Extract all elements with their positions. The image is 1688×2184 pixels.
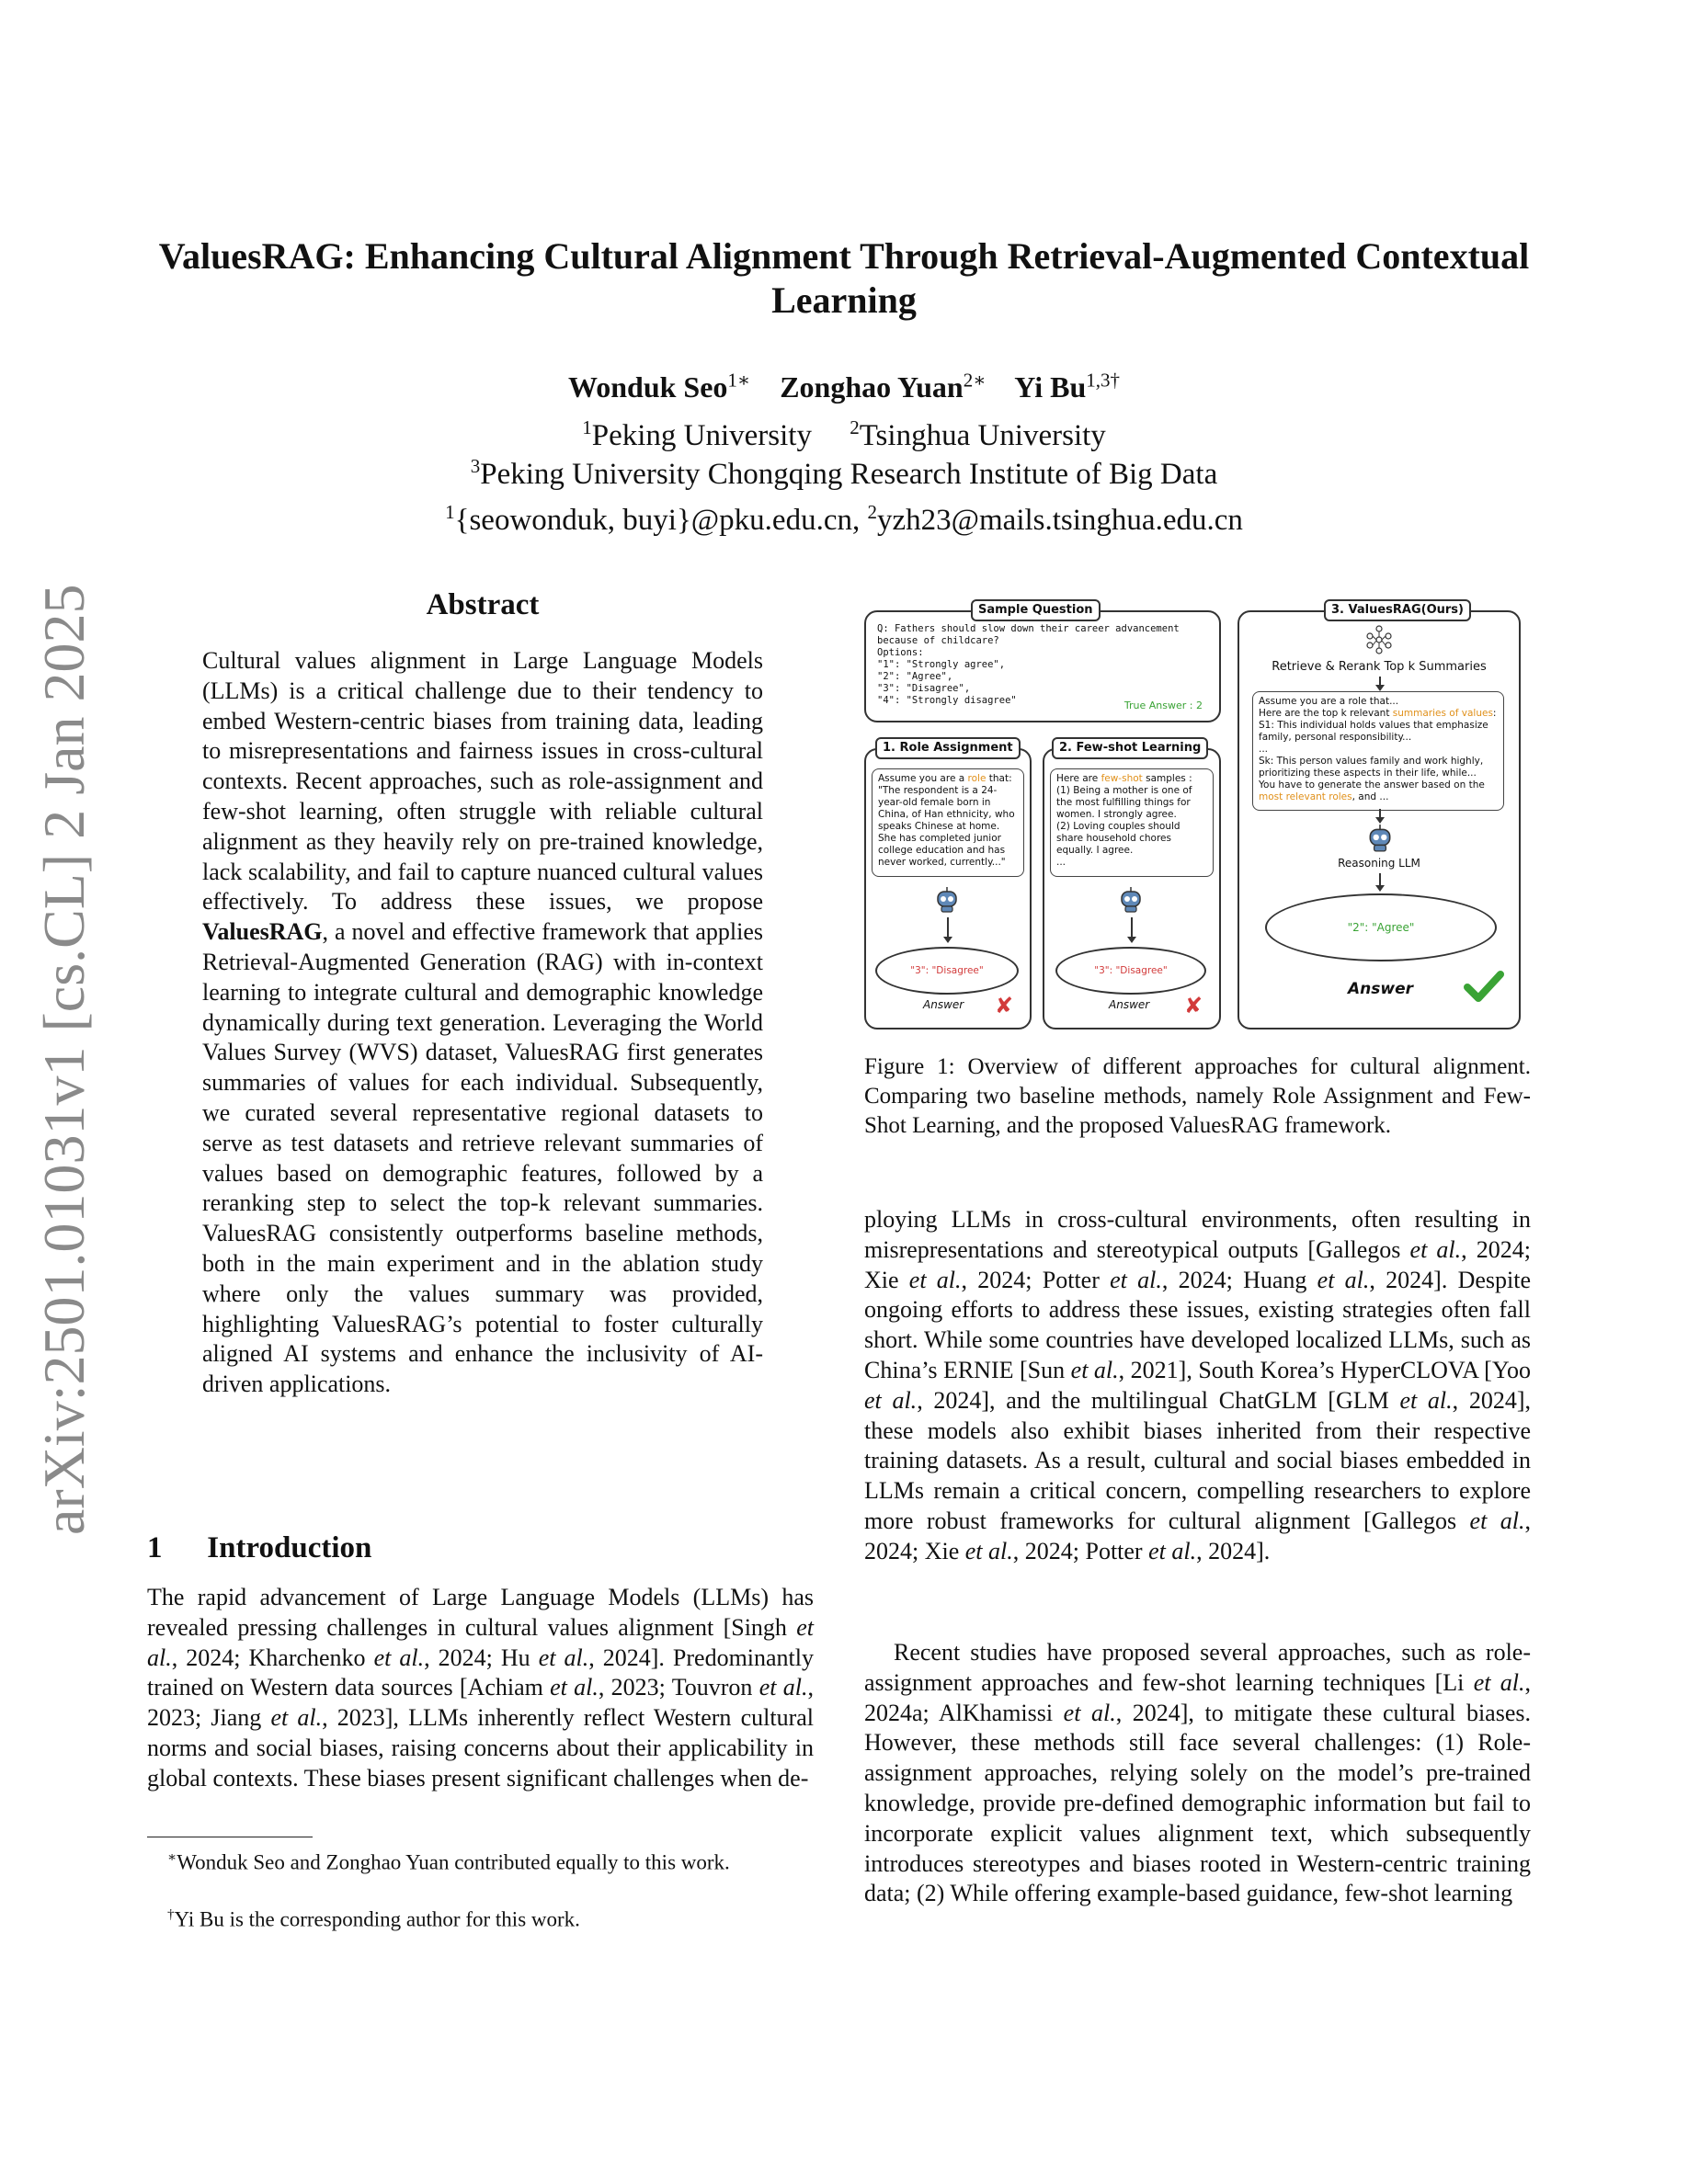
right-col-paragraph-2: Recent studies have proposed several approaches, such as role-assignment approaches and few-shot learning techniques [Li et al., 2024a; AlKhamissi et al., 2024], to mitigate these cultural biases. However, these methods still face several challenges: (1) Role-assignment approaches, relying solely on the model’s pre-trained knowledge, provide pre-defined demographic information but fail to incorporate explicit values alignment text, which subsequently introduces stereotypes and biases rooted in Western-centric training data; (2) While offering example-based guidance, few-shot learning [864,1639,1531,1907]
author-2: Zonghao Yuan$^{2∗}$ [780,369,987,404]
role-answer-ellipse: "3": "Disagree" [875,947,1019,995]
arxiv-stamp: arXiv:2501.01031v1 [cs.CL] 2 Jan 2025 [31,584,97,1535]
abstract-body: Cultural values alignment in Large Language Models (LLMs) is a critical challenge due to their tendency to embed Western-centric biases from training data, leading to misrepresentations and fairness issues in cross-cultural contexts. Recent approaches, such as role-assignment and few-shot learning, often struggle with reliable cultural alignment as they heavily rely on pre-trained knowledge, lack scalability, and fail to capture nuanced cultural values effectively. To address these issues, we propose ValuesRAG, a novel and effective framework that applies Retrieval-Augmented Generation (RAG) with in-context learning to integrate cultural and demographic knowledge dynamically during text generation. Leveraging the World Values Survey (WVS) dataset, ValuesRAG first generates summaries of values for each individual. Subsequently, we curated several representative regional datasets to serve as test datasets and retrieve relevant summaries of values based on demographic features, followed by a reranking step to select the top-k relevant summaries. ValuesRAG consistently outperforms baseline methods, both in the main experiment and in the ablation study where only the values summary was provided, highlighting ValuesRAG’s potential to foster culturally aligned AI systems and enhance the inclusivity of AI-driven applications. [202,647,763,1398]
intro-heading: 1 Introduction [147,1531,372,1564]
role-assignment-panel [864,748,1032,1029]
arrow-down-icon [1379,809,1381,818]
author-3: Yi $Bu^{1,3\dagger}$ [1014,369,1120,404]
figure-1 [862,597,1534,1029]
network-icon [1364,625,1394,654]
retrieve-rerank-label: Retrieve & Rerank Top k Summaries [1272,660,1487,674]
cross-icon: ✘ [995,993,1014,1018]
arrow-down-icon [1379,677,1381,686]
intro-paragraph-1: The rapid advancement of Large Language Models (LLMs) has revealed pressing challenges in cultural values alignment [Singh et al., 2024; Kharchenko et al., 2024; Hu et al., 2024]. Predominantly trained on Western data sources [Achiam et al., 2023; Touvron et al., 2023; Jiang et al., 2023], LLMs inherently reflect Western cultural norms and social biases, raising concerns about their applicability in global contexts. These biases present significant challenges when de- [147,1584,814,1792]
role-assignment-tab: 1. Role Assignment [875,737,1021,759]
affiliation-emails: $^1${seowonduk, buyi}@pku.edu.cn, $^2$yzh23@mails.tsinghua.edu.cn [445,501,1243,537]
right-col-paragraph-1: ploying LLMs in cross-cultural environments, often resulting in misrepresentations and stereotypical outputs [Gallegos et al., 2024; Xie et al., 2024; Potter et al., 2024; Huang et al., 2024]. Despite ongoing efforts to address these issues, existing strategies often fall short. While some countries have developed localized LLMs, such as China’s ERNIE [Sun et al., 2021], South Korea’s HyperCLOVA [Yoo et al., 2024], and the multilingual ChatGLM [GLM et al., 2024], these models also exhibit biases inherited from their respective training datasets. As a result, cultural and social biases embedded in LLMs remain a critical concern, compelling researchers to explore more robust frameworks for cultural alignment [Gallegos et al., 2024; Xie et al., 2024; Potter et al., 2024]. [864,1206,1531,1564]
few-shot-prompt-box: Here are few-shot samples : (1) Being a mother is one of the most fulfilling things for women. I strongly agree. (2) Loving couples should share household chores equally. I agree. ... [1050,768,1214,877]
arrow-down-icon [1379,873,1381,886]
sample-question-text: Q: Fathers should slow down their career advancement because of childcare? Options: "1": "Strongly agree", "2": "Agree", "3": "Disagree", "4": "Strongly disagree" [877,623,1180,706]
valuesrag-panel [1237,610,1521,1029]
author-1: Wonduk Seo$^{1∗}$ [567,369,751,404]
footnote-2: †Yi Bu is the corresponding author for this work. [167,1907,580,1931]
role-answer-label: Answer [923,998,964,1011]
role-prompt-box: Assume you are a role that: "The respondent is a 24-year-old female born in China, of Han ethnicity, who speaks Chinese at home. She has completed junior college education and has never worked, currently..." [872,768,1024,877]
paper-title: ValuesRAG: Enhancing Cultural Alignment Through Retrieval-Augmented Contextual Learning [158,235,1530,321]
few-shot-answer-ellipse: "3": "Disagree" [1055,947,1206,995]
arrow-down-icon [1131,917,1133,938]
valuesrag-tab: 3. ValuesRAG(Ours) [1324,599,1471,621]
arrow-down-icon [947,917,949,938]
values-answer-label: Answer [1348,980,1413,998]
checkmark-icon [1464,969,1504,1004]
values-prompt-box: Assume you are a role that... Here are the top k relevant summaries of values: S1: This individual holds values that emphasize family, personal responsibility... ... Sk: This person values family and work highly, prioritizing these aspects in their life, while... You have to generate the answer based on the most relevant roles, and ... [1252,691,1504,811]
affiliation-line-1: $^1$Peking University $^2$Tsinghua University [582,416,1106,452]
reasoning-llm-label: Reasoning LLM [1338,857,1420,870]
author-list [147,361,1541,405]
affiliation-line-2: $^3$Peking University Chongqing Research Institute of Big Data [470,455,1218,491]
values-answer-ellipse: "2": "Agree" [1265,893,1497,961]
few-shot-tab: 2. Few-shot Learning [1052,737,1208,759]
sample-question-panel [864,610,1221,722]
few-shot-panel [1043,748,1221,1029]
true-answer-label: True Answer : 2 [1123,700,1203,711]
robot-icon [1118,886,1144,914]
footnote-1: ∗Wonduk Seo and Zonghao Yuan contributed equally to this work. [167,1850,730,1874]
figure-caption: Figure 1: Overview of different approaches for cultural alignment. Comparing two baseline methods, namely Role Assignment and Few-Shot Learning, and the proposed ValuesRAG framework. [864,1054,1531,1138]
robot-icon [934,886,960,914]
abstract-heading: Abstract [426,588,540,621]
sample-question-tab: Sample Question [971,599,1101,621]
robot-icon [1366,824,1394,853]
cross-icon: ✘ [1184,993,1203,1018]
few-shot-answer-label: Answer [1109,998,1150,1011]
